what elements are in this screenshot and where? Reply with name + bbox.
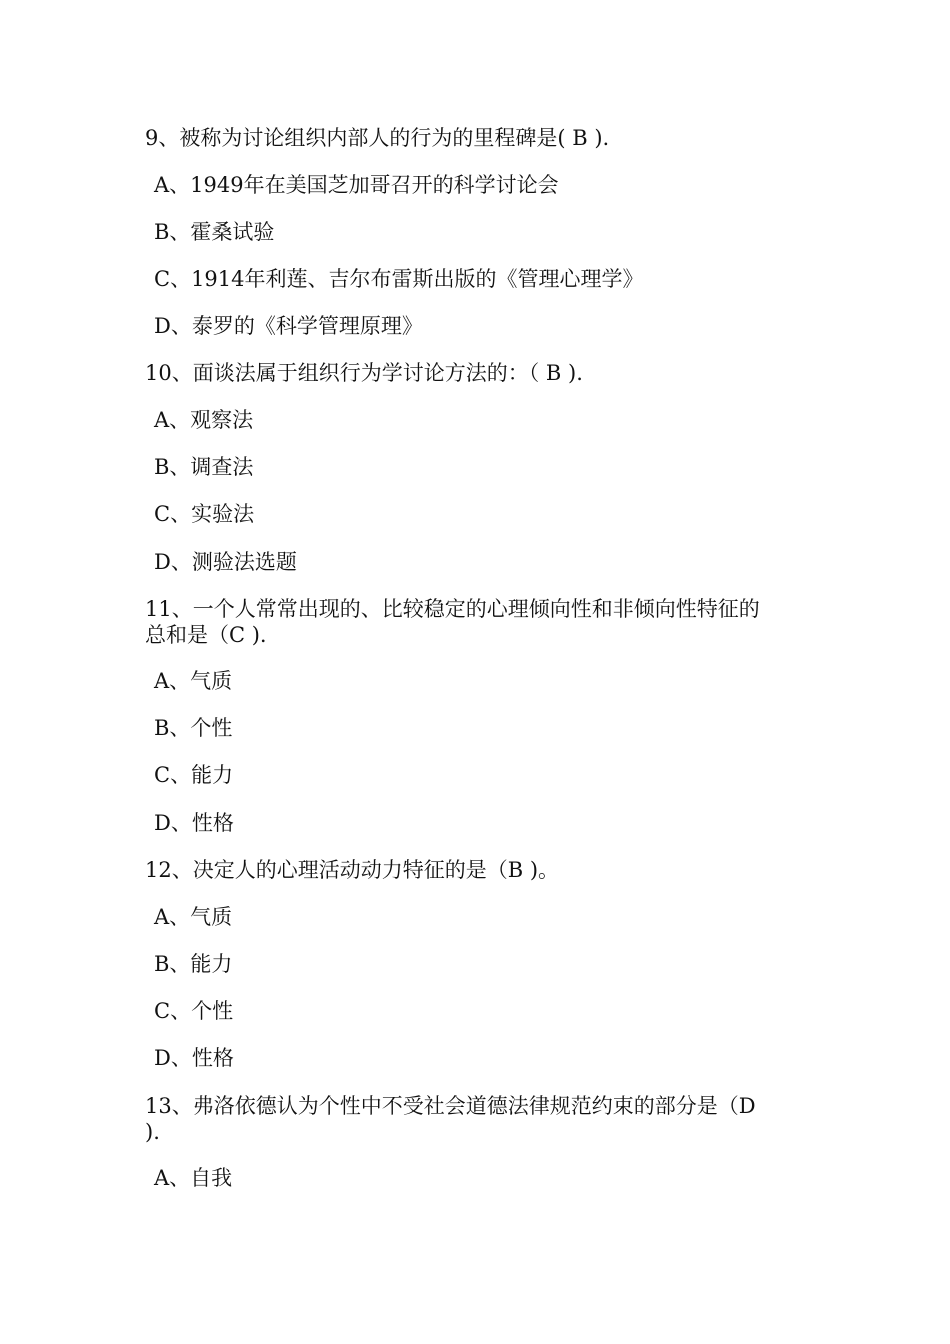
question-10-option-b: B、调查法 (154, 455, 254, 479)
question-12-option-d: D、性格 (154, 1046, 234, 1070)
question-12-stem: 12、决定人的心理活动动力特征的是（B )。 (145, 858, 560, 882)
question-11-stem-line2: 总和是（C ). (145, 623, 267, 647)
question-9-option-d: D、泰罗的《科学管理原理》 (154, 314, 423, 338)
question-13-option-a: A、自我 (154, 1166, 233, 1190)
question-12-option-b: B、能力 (154, 952, 233, 976)
question-10-option-a: A、观察法 (154, 408, 254, 432)
question-9-stem: 9、被称为讨论组织内部人的行为的里程碑是( B ). (145, 126, 610, 150)
question-11-option-d: D、性格 (154, 811, 234, 835)
question-9-option-c: C、1914年利莲、吉尔布雷斯出版的《管理心理学》 (154, 267, 644, 291)
question-11-option-b: B、个性 (154, 716, 233, 740)
question-11-option-c: C、能力 (154, 763, 234, 787)
question-9-option-b: B、霍桑试验 (154, 220, 275, 244)
question-12-option-a: A、气质 (154, 905, 233, 929)
question-10-option-d: D、测验法选题 (154, 550, 297, 574)
question-11-stem-line1: 11、一个人常常出现的、比较稳定的心理倾向性和非倾向性特征的 (145, 597, 760, 621)
question-10-stem: 10、面谈法属于组织行为学讨论方法的：（ B ). (145, 361, 583, 385)
question-12-option-c: C、个性 (154, 999, 234, 1023)
question-13-stem-line1: 13、弗洛依德认为个性中不受社会道德法律规范约束的部分是（D (145, 1094, 756, 1118)
question-9-option-a: A、1949年在美国芝加哥召开的科学讨论会 (154, 173, 559, 197)
question-13-stem-line2: ). (145, 1120, 160, 1144)
question-10-option-c: C、实验法 (154, 502, 255, 526)
question-11-option-a: A、气质 (154, 669, 233, 693)
